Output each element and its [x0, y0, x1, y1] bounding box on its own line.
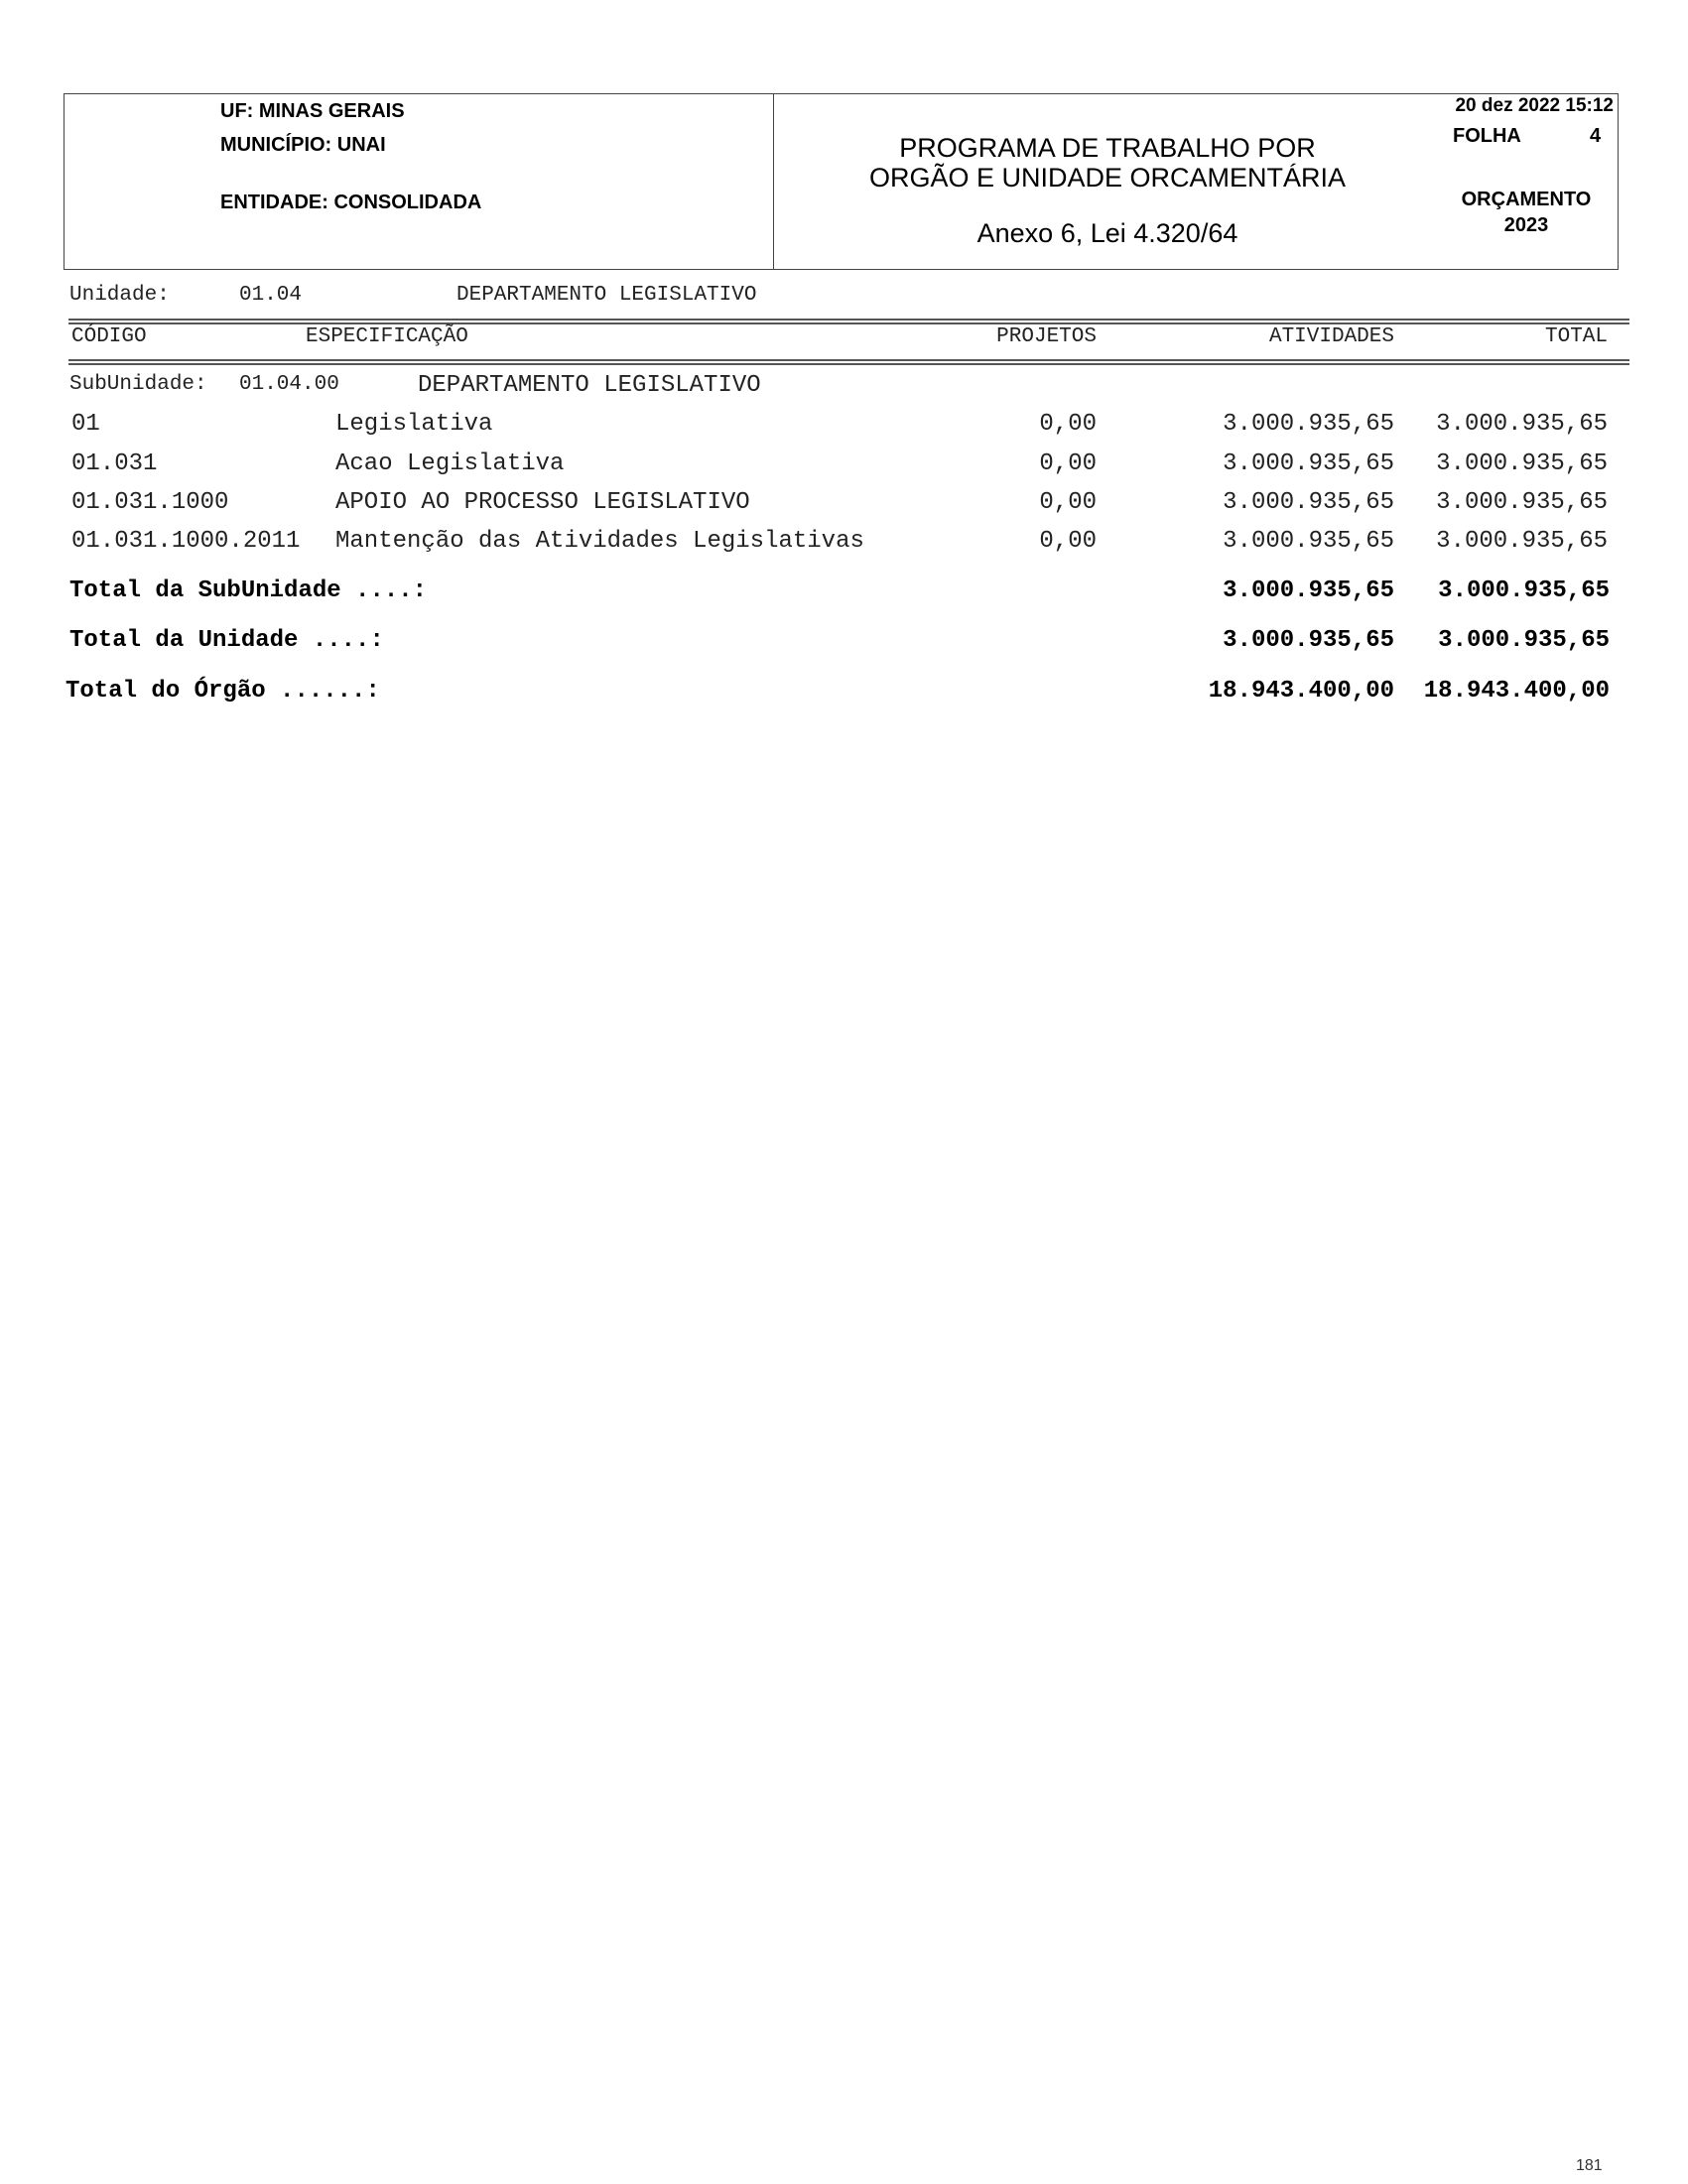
entidade-label: ENTIDADE: CONSOLIDADA — [220, 192, 482, 213]
unidade-code: 01.04 — [239, 284, 303, 307]
col-total: TOTAL — [1544, 325, 1608, 348]
total-label: Total da SubUnidade ....: — [69, 578, 428, 604]
row-total: 3.000.935,65 — [1436, 450, 1608, 477]
row-total: 3.000.935,65 — [1436, 489, 1608, 516]
orcamento-year: 2023 — [1503, 214, 1549, 236]
report-title-line1: PROGRAMA DE TRABALHO POR — [899, 133, 1316, 163]
col-codigo: CÓDIGO — [71, 325, 147, 348]
total-atividades: 3.000.935,65 — [1223, 627, 1394, 654]
unidade-name: DEPARTAMENTO LEGISLATIVO — [456, 284, 757, 307]
row-codigo: 01.031.1000 — [71, 489, 229, 516]
row-codigo: 01.031.1000.2011 — [71, 528, 301, 555]
row-especificacao: Mantenção das Atividades Legislativas — [335, 528, 864, 555]
row-especificacao: APOIO AO PROCESSO LEGISLATIVO — [335, 489, 750, 516]
row-codigo: 01 — [71, 411, 100, 438]
row-atividades: 3.000.935,65 — [1223, 411, 1394, 438]
subunidade-code: 01.04.00 — [239, 373, 339, 396]
annex-label: Anexo 6, Lei 4.320/64 — [976, 218, 1238, 248]
orcamento-label: ORÇAMENTO — [1461, 189, 1592, 210]
total-total: 3.000.935,65 — [1438, 578, 1610, 604]
unidade-label: Unidade: — [69, 284, 170, 307]
header-rule-bottom — [68, 359, 1629, 361]
total-atividades: 3.000.935,65 — [1223, 578, 1394, 604]
col-atividades: ATIVIDADES — [1268, 325, 1394, 348]
report-datetime: 20 dez 2022 15:12 — [1455, 95, 1614, 116]
row-projetos: 0,00 — [1039, 528, 1097, 555]
uf-label: UF: MINAS GERAIS — [220, 100, 405, 122]
row-atividades: 3.000.935,65 — [1223, 528, 1394, 555]
municipio-label: MUNICÍPIO: UNAI — [220, 134, 386, 156]
total-total: 3.000.935,65 — [1438, 627, 1610, 654]
folha-number: 4 — [1590, 125, 1602, 147]
row-total: 3.000.935,65 — [1436, 411, 1608, 438]
row-codigo: 01.031 — [71, 450, 158, 477]
report-title-line2: ORGÃO E UNIDADE ORCAMENTÁRIA — [868, 163, 1347, 193]
header-rule-top — [68, 319, 1629, 321]
total-atividades: 18.943.400,00 — [1208, 678, 1394, 705]
row-atividades: 3.000.935,65 — [1223, 450, 1394, 477]
row-projetos: 0,00 — [1039, 450, 1097, 477]
row-projetos: 0,00 — [1039, 411, 1097, 438]
col-projetos: PROJETOS — [996, 325, 1097, 348]
col-especificacao: ESPECIFICAÇÃO — [306, 325, 468, 348]
total-total: 18.943.400,00 — [1423, 678, 1610, 705]
subunidade-name: DEPARTAMENTO LEGISLATIVO — [418, 372, 761, 399]
folha-label: FOLHA — [1453, 125, 1521, 147]
total-label: Total da Unidade ....: — [69, 627, 384, 654]
page-number: 181 — [1576, 2157, 1603, 2174]
total-label: Total do Órgão ......: — [65, 678, 380, 705]
header-rule-bottom-2 — [68, 363, 1629, 365]
row-especificacao: Acao Legislativa — [335, 450, 565, 477]
header-rule-top-2 — [68, 322, 1629, 324]
subunidade-label: SubUnidade: — [69, 373, 207, 396]
row-total: 3.000.935,65 — [1436, 528, 1608, 555]
row-atividades: 3.000.935,65 — [1223, 489, 1394, 516]
row-projetos: 0,00 — [1039, 489, 1097, 516]
row-especificacao: Legislativa — [335, 411, 493, 438]
